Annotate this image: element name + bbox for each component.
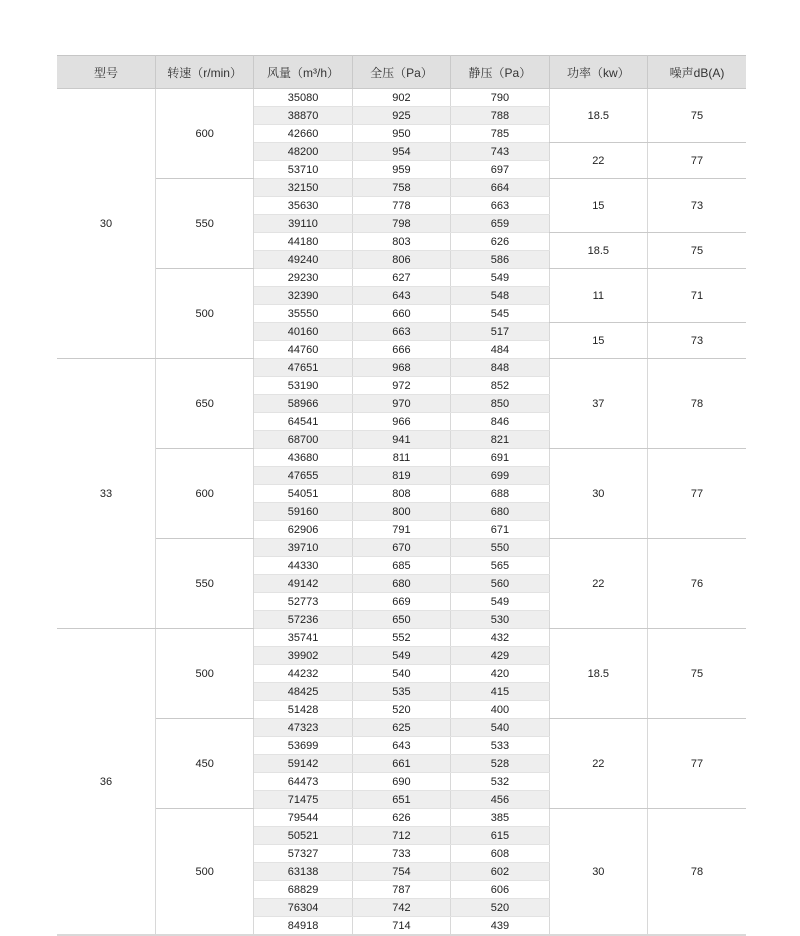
static-pressure-cell: 848: [451, 359, 549, 377]
noise-cell: 73: [648, 179, 746, 233]
static-pressure-cell: 788: [451, 107, 549, 125]
airflow-cell: 57327: [254, 845, 352, 863]
speed-cell: 500: [155, 629, 253, 719]
airflow-cell: 40160: [254, 323, 352, 341]
static-pressure-cell: 785: [451, 125, 549, 143]
total-pressure-cell: 690: [352, 773, 450, 791]
static-pressure-cell: 565: [451, 557, 549, 575]
noise-cell: 78: [648, 359, 746, 449]
static-pressure-cell: 586: [451, 251, 549, 269]
total-pressure-cell: 670: [352, 539, 450, 557]
total-pressure-cell: 754: [352, 863, 450, 881]
static-pressure-cell: 663: [451, 197, 549, 215]
total-pressure-cell: 811: [352, 449, 450, 467]
model-cell: 36: [57, 629, 155, 936]
model-cell: 30: [57, 89, 155, 359]
airflow-cell: 49240: [254, 251, 352, 269]
airflow-cell: 48425: [254, 683, 352, 701]
airflow-cell: 44330: [254, 557, 352, 575]
total-pressure-cell: 954: [352, 143, 450, 161]
airflow-cell: 53699: [254, 737, 352, 755]
airflow-cell: 68829: [254, 881, 352, 899]
table-row: [57, 629, 746, 647]
column-header-model: 型号: [57, 56, 155, 89]
speed-cell: 550: [155, 179, 253, 269]
static-pressure-cell: 691: [451, 449, 549, 467]
static-pressure-cell: 699: [451, 467, 549, 485]
airflow-cell: 44180: [254, 233, 352, 251]
total-pressure-cell: 643: [352, 737, 450, 755]
total-pressure-cell: 666: [352, 341, 450, 359]
total-pressure-cell: 970: [352, 395, 450, 413]
noise-cell: 75: [648, 89, 746, 143]
airflow-cell: 35080: [254, 89, 352, 107]
total-pressure-cell: 925: [352, 107, 450, 125]
total-pressure-cell: 520: [352, 701, 450, 719]
static-pressure-cell: 602: [451, 863, 549, 881]
total-pressure-cell: 733: [352, 845, 450, 863]
airflow-cell: 48200: [254, 143, 352, 161]
speed-cell: 500: [155, 809, 253, 936]
column-header-static-pressure: 静压（Pa）: [451, 56, 549, 89]
total-pressure-cell: 680: [352, 575, 450, 593]
total-pressure-cell: 803: [352, 233, 450, 251]
total-pressure-cell: 712: [352, 827, 450, 845]
power-cell: 18.5: [549, 89, 647, 143]
power-cell: 22: [549, 143, 647, 179]
static-pressure-cell: 549: [451, 269, 549, 287]
airflow-cell: 44232: [254, 665, 352, 683]
static-pressure-cell: 540: [451, 719, 549, 737]
total-pressure-cell: 685: [352, 557, 450, 575]
airflow-cell: 38870: [254, 107, 352, 125]
speed-cell: 550: [155, 539, 253, 629]
noise-cell: 71: [648, 269, 746, 323]
speed-cell: 500: [155, 269, 253, 359]
airflow-cell: 52773: [254, 593, 352, 611]
power-cell: 18.5: [549, 629, 647, 719]
airflow-cell: 47323: [254, 719, 352, 737]
table-row: [57, 539, 746, 557]
airflow-cell: 51428: [254, 701, 352, 719]
static-pressure-cell: 385: [451, 809, 549, 827]
column-header-total-pressure: 全压（Pa）: [352, 56, 450, 89]
total-pressure-cell: 798: [352, 215, 450, 233]
total-pressure-cell: 661: [352, 755, 450, 773]
airflow-cell: 47651: [254, 359, 352, 377]
static-pressure-cell: 533: [451, 737, 549, 755]
static-pressure-cell: 846: [451, 413, 549, 431]
static-pressure-cell: 550: [451, 539, 549, 557]
table-row: [57, 269, 746, 287]
noise-cell: 77: [648, 143, 746, 179]
static-pressure-cell: 420: [451, 665, 549, 683]
total-pressure-cell: 626: [352, 809, 450, 827]
total-pressure-cell: 959: [352, 161, 450, 179]
static-pressure-cell: 560: [451, 575, 549, 593]
table-body: [57, 89, 746, 936]
header-row: [57, 56, 746, 89]
column-header-speed: 转速（r/min）: [155, 56, 253, 89]
static-pressure-cell: 664: [451, 179, 549, 197]
airflow-cell: 59160: [254, 503, 352, 521]
airflow-cell: 53710: [254, 161, 352, 179]
airflow-cell: 49142: [254, 575, 352, 593]
speed-cell: 450: [155, 719, 253, 809]
table-row: [57, 809, 746, 827]
airflow-cell: 62906: [254, 521, 352, 539]
noise-cell: 77: [648, 449, 746, 539]
static-pressure-cell: 432: [451, 629, 549, 647]
table-row: [57, 359, 746, 377]
airflow-cell: 35741: [254, 629, 352, 647]
power-cell: 15: [549, 323, 647, 359]
total-pressure-cell: 663: [352, 323, 450, 341]
table-row: [57, 449, 746, 467]
static-pressure-cell: 688: [451, 485, 549, 503]
airflow-cell: 68700: [254, 431, 352, 449]
airflow-cell: 32390: [254, 287, 352, 305]
airflow-cell: 57236: [254, 611, 352, 629]
total-pressure-cell: 714: [352, 917, 450, 936]
airflow-cell: 63138: [254, 863, 352, 881]
total-pressure-cell: 650: [352, 611, 450, 629]
airflow-cell: 39110: [254, 215, 352, 233]
total-pressure-cell: 950: [352, 125, 450, 143]
power-cell: 18.5: [549, 233, 647, 269]
total-pressure-cell: 758: [352, 179, 450, 197]
total-pressure-cell: 549: [352, 647, 450, 665]
static-pressure-cell: 400: [451, 701, 549, 719]
column-header-airflow: 风量（m³/h）: [254, 56, 352, 89]
static-pressure-cell: 790: [451, 89, 549, 107]
static-pressure-cell: 852: [451, 377, 549, 395]
airflow-cell: 64473: [254, 773, 352, 791]
speed-cell: 600: [155, 89, 253, 179]
power-cell: 11: [549, 269, 647, 323]
airflow-cell: 59142: [254, 755, 352, 773]
power-cell: 22: [549, 719, 647, 809]
noise-cell: 76: [648, 539, 746, 629]
airflow-cell: 53190: [254, 377, 352, 395]
airflow-cell: 54051: [254, 485, 352, 503]
airflow-cell: 44760: [254, 341, 352, 359]
total-pressure-cell: 625: [352, 719, 450, 737]
static-pressure-cell: 743: [451, 143, 549, 161]
airflow-cell: 58966: [254, 395, 352, 413]
static-pressure-cell: 429: [451, 647, 549, 665]
total-pressure-cell: 540: [352, 665, 450, 683]
airflow-cell: 84918: [254, 917, 352, 936]
table-header: [57, 56, 746, 89]
static-pressure-cell: 456: [451, 791, 549, 809]
static-pressure-cell: 615: [451, 827, 549, 845]
static-pressure-cell: 659: [451, 215, 549, 233]
total-pressure-cell: 552: [352, 629, 450, 647]
static-pressure-cell: 439: [451, 917, 549, 936]
speed-cell: 650: [155, 359, 253, 449]
airflow-cell: 71475: [254, 791, 352, 809]
static-pressure-cell: 545: [451, 305, 549, 323]
airflow-cell: 43680: [254, 449, 352, 467]
airflow-cell: 64541: [254, 413, 352, 431]
static-pressure-cell: 528: [451, 755, 549, 773]
total-pressure-cell: 806: [352, 251, 450, 269]
airflow-cell: 50521: [254, 827, 352, 845]
static-pressure-cell: 697: [451, 161, 549, 179]
static-pressure-cell: 606: [451, 881, 549, 899]
noise-cell: 77: [648, 719, 746, 809]
airflow-cell: 35550: [254, 305, 352, 323]
total-pressure-cell: 966: [352, 413, 450, 431]
total-pressure-cell: 968: [352, 359, 450, 377]
table-row: [57, 719, 746, 737]
total-pressure-cell: 902: [352, 89, 450, 107]
static-pressure-cell: 532: [451, 773, 549, 791]
total-pressure-cell: 651: [352, 791, 450, 809]
total-pressure-cell: 819: [352, 467, 450, 485]
static-pressure-cell: 415: [451, 683, 549, 701]
static-pressure-cell: 680: [451, 503, 549, 521]
airflow-cell: 35630: [254, 197, 352, 215]
static-pressure-cell: 626: [451, 233, 549, 251]
total-pressure-cell: 669: [352, 593, 450, 611]
power-cell: 30: [549, 809, 647, 936]
airflow-cell: 39902: [254, 647, 352, 665]
static-pressure-cell: 608: [451, 845, 549, 863]
noise-cell: 73: [648, 323, 746, 359]
total-pressure-cell: 972: [352, 377, 450, 395]
static-pressure-cell: 549: [451, 593, 549, 611]
total-pressure-cell: 941: [352, 431, 450, 449]
airflow-cell: 32150: [254, 179, 352, 197]
power-cell: 37: [549, 359, 647, 449]
airflow-cell: 76304: [254, 899, 352, 917]
fan-spec-table: [57, 55, 746, 936]
noise-cell: 75: [648, 233, 746, 269]
total-pressure-cell: 627: [352, 269, 450, 287]
table-row: [57, 179, 746, 197]
static-pressure-cell: 821: [451, 431, 549, 449]
static-pressure-cell: 517: [451, 323, 549, 341]
static-pressure-cell: 548: [451, 287, 549, 305]
airflow-cell: 42660: [254, 125, 352, 143]
total-pressure-cell: 535: [352, 683, 450, 701]
airflow-cell: 39710: [254, 539, 352, 557]
noise-cell: 78: [648, 809, 746, 936]
total-pressure-cell: 643: [352, 287, 450, 305]
static-pressure-cell: 671: [451, 521, 549, 539]
column-header-power: 功率（kw）: [549, 56, 647, 89]
static-pressure-cell: 530: [451, 611, 549, 629]
airflow-cell: 47655: [254, 467, 352, 485]
total-pressure-cell: 791: [352, 521, 450, 539]
column-header-noise: 噪声dB(A): [648, 56, 746, 89]
static-pressure-cell: 850: [451, 395, 549, 413]
total-pressure-cell: 660: [352, 305, 450, 323]
total-pressure-cell: 800: [352, 503, 450, 521]
power-cell: 15: [549, 179, 647, 233]
table-row: [57, 89, 746, 107]
model-cell: 33: [57, 359, 155, 629]
power-cell: 30: [549, 449, 647, 539]
static-pressure-cell: 520: [451, 899, 549, 917]
airflow-cell: 29230: [254, 269, 352, 287]
total-pressure-cell: 778: [352, 197, 450, 215]
airflow-cell: 79544: [254, 809, 352, 827]
total-pressure-cell: 787: [352, 881, 450, 899]
noise-cell: 75: [648, 629, 746, 719]
total-pressure-cell: 742: [352, 899, 450, 917]
static-pressure-cell: 484: [451, 341, 549, 359]
speed-cell: 600: [155, 449, 253, 539]
total-pressure-cell: 808: [352, 485, 450, 503]
power-cell: 22: [549, 539, 647, 629]
